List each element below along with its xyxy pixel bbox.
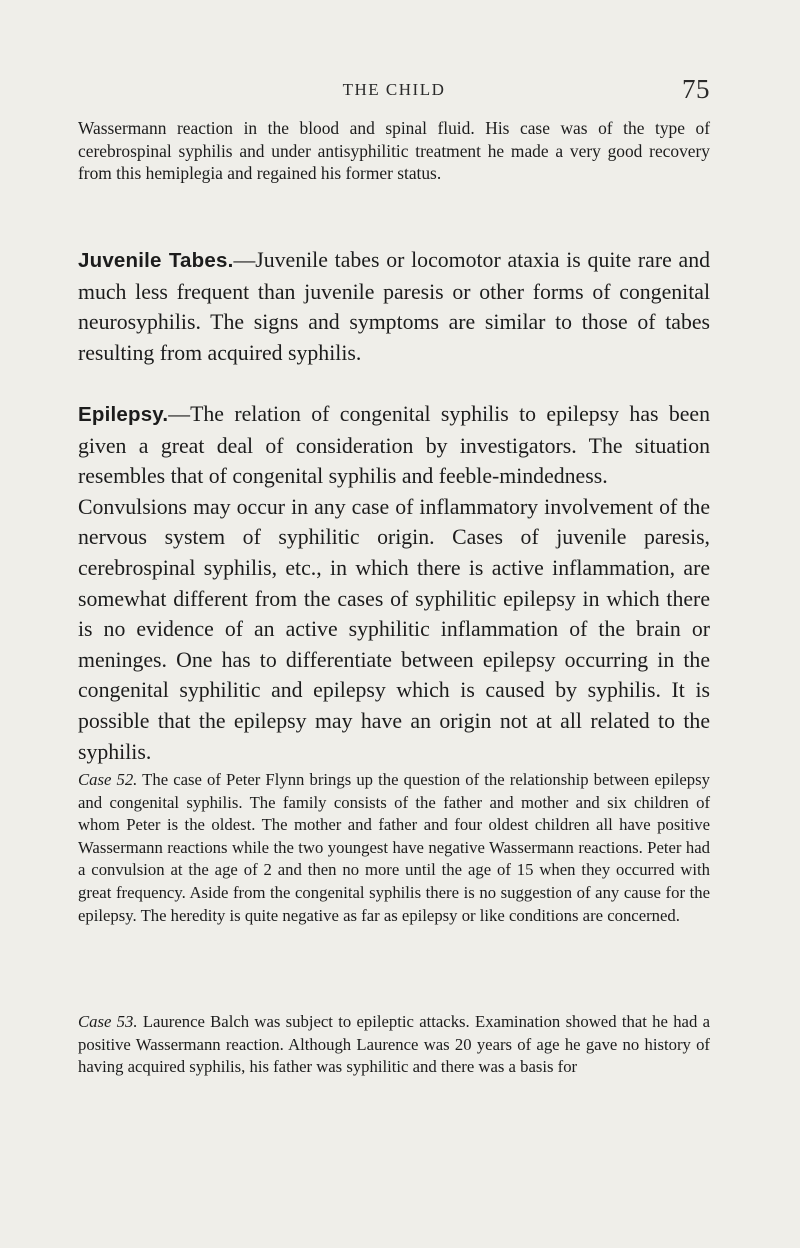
case-52 — [78, 769, 710, 927]
case-53 — [78, 1011, 710, 1079]
section-heading: Epilepsy. — [78, 403, 169, 426]
paragraph-text: —The relation of congenital syphilis to epilepsy has been given a great deal of consideration by investigators. The situation resembles that of congenital syphilis and feeble-mindedness. — [78, 402, 710, 489]
section-juvenile-tabes — [78, 245, 710, 368]
paragraph-continuation — [78, 117, 710, 185]
paragraph-convulsions: Convulsions may occur in any case of inflammatory involvement of the nervous system of syphilitic origin. Cases of juvenile paresis, cerebrospinal syphilis, etc., in which there is active inflammation, are somewhat different from the cases of syphilitic epilepsy in which there is no evidence of an active syphilitic inflammation of the brain or meninges. One has to differentiate between epilepsy occurring in the congenital syphilitic and epilepsy which is caused by syphilis. It is possible that the epilepsy may have an origin not at all related to the syphilis. — [78, 494, 710, 764]
paragraph-juvenile-tabes — [78, 245, 710, 368]
page-number: 75 — [682, 74, 710, 104]
case-paragraph — [78, 1011, 710, 1079]
section-heading: Juvenile Tabes. — [78, 249, 234, 272]
running-head: THE CHILD — [342, 80, 446, 99]
case-label: Case 52. — [78, 770, 138, 789]
paragraph-text: —Juvenile tabes or locomotor ataxia is quite rare and much less frequent than juvenile paresis or other forms of congenital neurosyphilis. The signs and symptoms are similar to those of tabes resulting from acquired syphilis. — [78, 248, 710, 365]
paragraph-epilepsy — [78, 399, 710, 492]
case-label: Case 53. — [78, 1012, 138, 1031]
page-header — [78, 74, 710, 104]
case-paragraph — [78, 769, 710, 927]
case-text: The case of Peter Flynn brings up the question of the relationship between epilepsy and congenital syphilis. The family consists of the father and mother and six children of whom Peter is the oldest. The mother and father and four oldest children all have positive Wassermann reactions while the two youngest have negative Wassermann reactions. Peter had a convulsion at the age of 2 and then no more until the age of 15 when they occurred with great frequency. Aside from the congenital syphilis there is no suggestion of any cause for the epilepsy. The heredity is quite negative as far as epilepsy or like conditions are concerned. — [78, 770, 710, 925]
paragraph-text: Wassermann reaction in the blood and spinal fluid. His case was of the type of cerebrospinal syphilis and under antisyphilitic treatment he made a very good recovery from this hemiplegia and regained his former status. — [78, 118, 710, 183]
case-text: Laurence Balch was subject to epileptic attacks. Examination showed that he had a positive Wassermann reaction. Although Laurence was 20 years of age he gave no history of having acquired syphilis, his father was syphilitic and there was a basis for — [78, 1012, 710, 1077]
section-epilepsy — [78, 399, 710, 767]
